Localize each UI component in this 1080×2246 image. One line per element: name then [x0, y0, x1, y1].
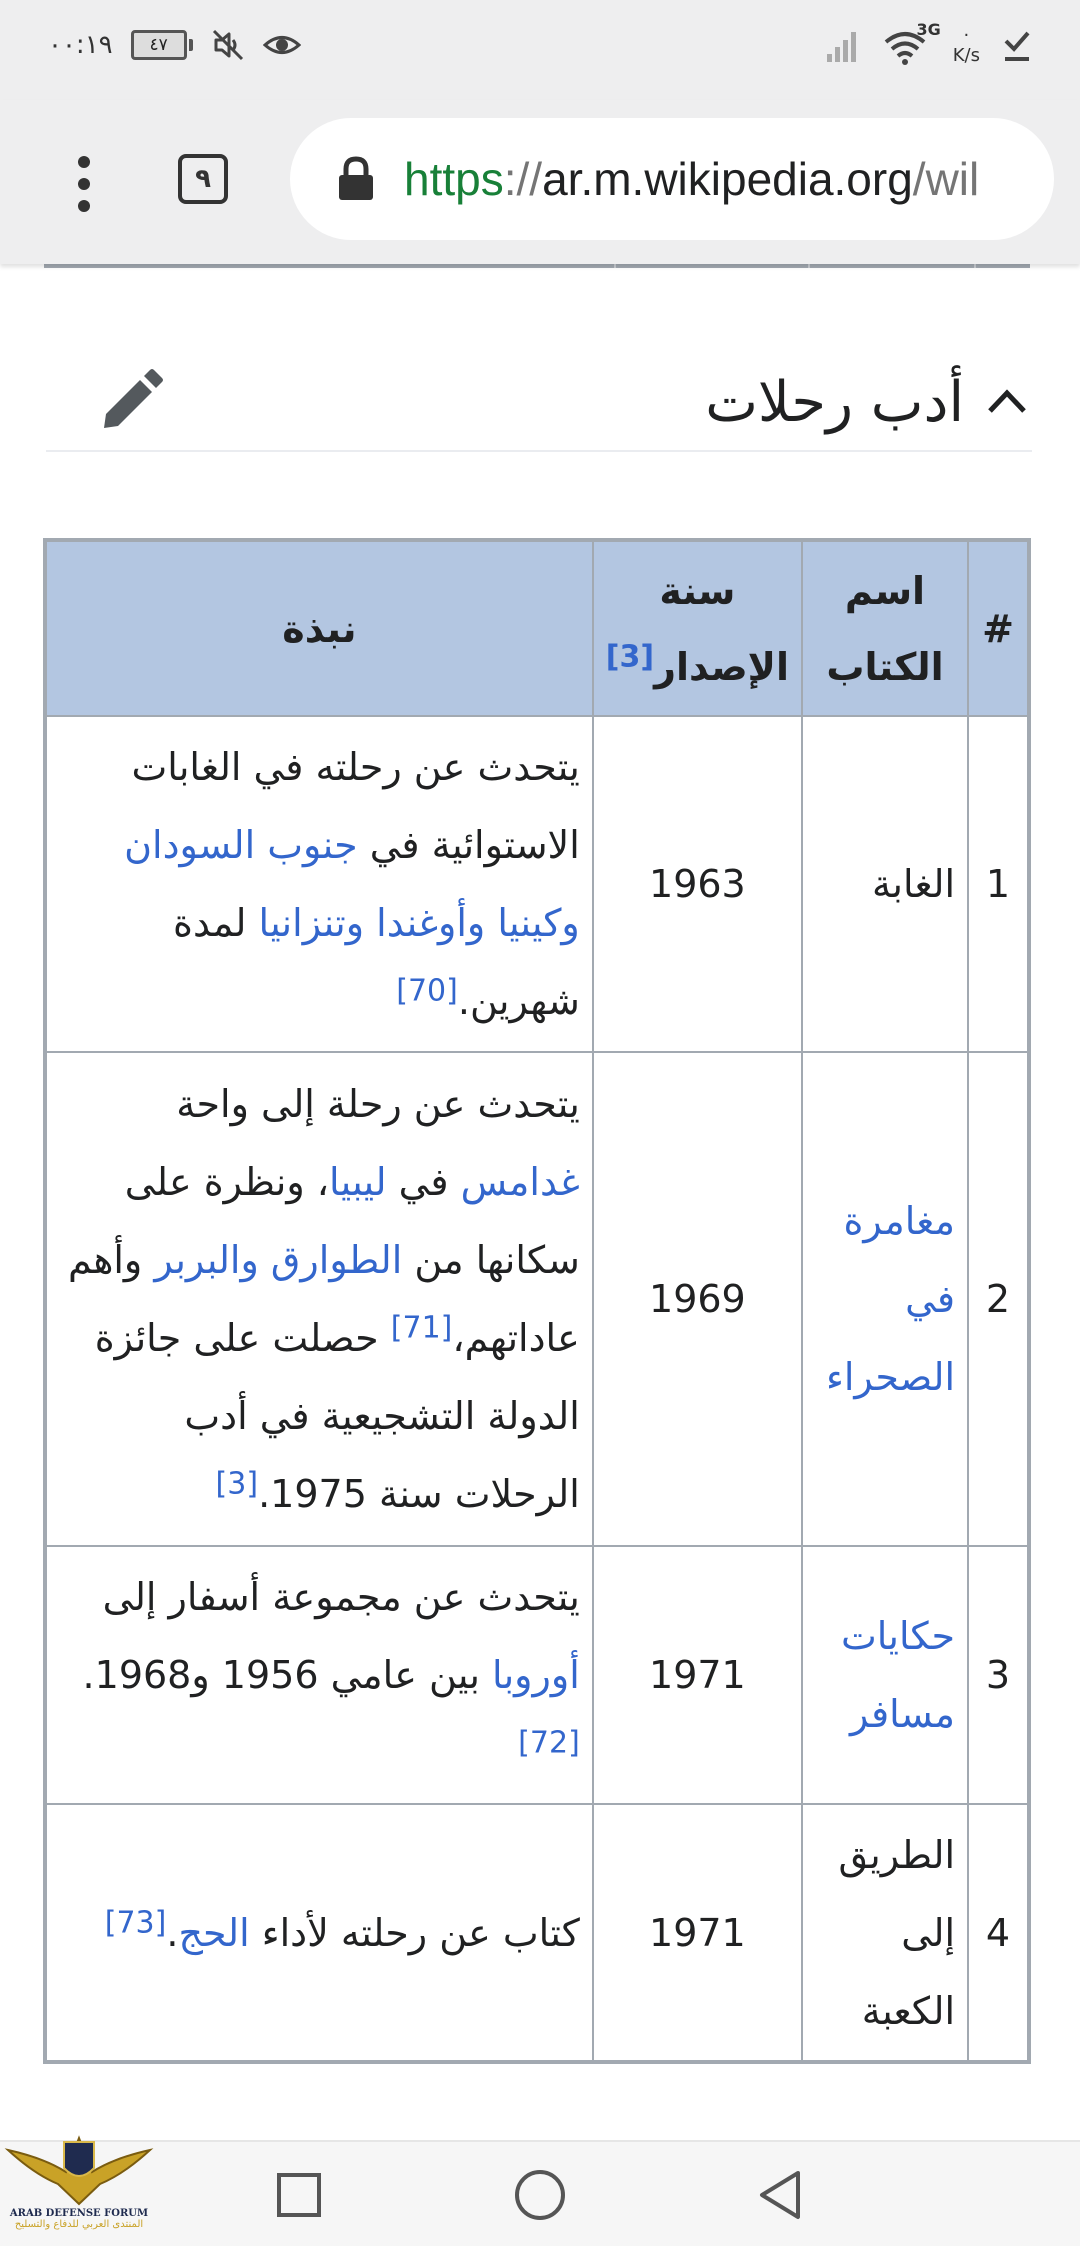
header-release-year: سنة الإصدار[3]	[593, 540, 802, 716]
lock-icon	[336, 156, 376, 202]
previous-table-bottom-edge	[44, 264, 1030, 268]
book-summary: يتحدث عن رحلته في الغابات الاستوائية في جنوب السودان وكينيا وأوغندا وتنزانيا لمدة شهرين.[70]	[45, 716, 593, 1052]
watermark-logo	[4, 2128, 154, 2244]
table-row	[45, 1052, 1029, 1546]
book-summary: كتاب عن رحلته لأداء الحج.[73]	[45, 1804, 593, 2062]
link-book-traveler-tales[interactable]: حكايات مسافر	[841, 1614, 955, 1736]
signal-icon	[825, 28, 861, 64]
link-europe[interactable]: أوروبا	[492, 1653, 580, 1697]
table-row	[45, 716, 1029, 1052]
row-number: 3	[968, 1546, 1029, 1804]
travel-literature-table	[43, 538, 1031, 2064]
release-year: 1969	[593, 1052, 802, 1546]
book-name[interactable]	[802, 1546, 968, 1804]
network-speed: · K/s	[952, 25, 980, 66]
url-text[interactable]	[404, 152, 979, 206]
mute-icon	[211, 28, 245, 62]
watermark-text-ar: المنتدى العربي للدفاع والتسليح	[14, 2219, 144, 2230]
row-number: 4	[968, 1804, 1029, 2062]
row-number: 2	[968, 1052, 1029, 1546]
browser-toolbar	[0, 100, 1080, 264]
header-book-name: اسم الكتاب	[802, 540, 968, 716]
table-row	[45, 1546, 1029, 1804]
book-name: الغابة	[802, 716, 968, 1052]
book-name: الطريق إلى الكعبة	[802, 1804, 968, 2062]
reference-link[interactable]: [73]	[104, 1904, 167, 1940]
square-recents-icon	[274, 2170, 324, 2220]
url-scheme: https	[404, 153, 504, 205]
book-summary: يتحدث عن مجموعة أسفار إلى أوروبا بين عامي 1956 و1968.[72]	[45, 1546, 593, 1804]
eagle-shield-icon	[4, 2128, 154, 2208]
link-tanzania[interactable]: وتنزانيا	[258, 901, 365, 945]
section-title: أدب رحلات	[705, 369, 964, 435]
book-summary: يتحدث عن رحلة إلى واحة غدامس في ليبيا، ونظرة على سكانها من الطوارق والبربر وأهم عاداتهم،[71] حصلت على جائزة الدولة التشجيعية في أدب الرحلات سنة 1975.[3]	[45, 1052, 593, 1546]
link-libya[interactable]: ليبيا	[329, 1160, 387, 1204]
back-button[interactable]	[745, 2160, 815, 2230]
table-header-row	[45, 540, 1029, 716]
tab-switcher-button[interactable]	[178, 154, 228, 204]
page-content	[0, 264, 1080, 2140]
release-year: 1971	[593, 1546, 802, 1804]
link-hajj[interactable]: الحج	[178, 1910, 250, 1955]
tab-count: ٩	[195, 164, 211, 194]
reference-link[interactable]: [70]	[396, 973, 458, 1009]
book-name[interactable]	[802, 1052, 968, 1546]
link-ghadames[interactable]: غدامس	[460, 1160, 580, 1204]
edit-pencil-icon[interactable]	[98, 368, 164, 434]
recents-button[interactable]	[264, 2160, 334, 2230]
link-uganda[interactable]: وأوغندا	[376, 901, 486, 945]
link-berbers[interactable]: والبربر	[154, 1238, 259, 1282]
reference-link[interactable]: [71]	[390, 1310, 453, 1346]
circle-home-icon	[512, 2167, 568, 2223]
link-book-adventure-desert[interactable]: مغامرة في الصحراء	[825, 1199, 955, 1399]
status-time: ٠٠:١٩	[48, 30, 113, 60]
header-number: #	[968, 540, 1029, 716]
menu-dot-icon	[78, 156, 90, 168]
watermark-text-en: ARAB DEFENSE FORUM	[9, 2208, 149, 2219]
battery-level: ٤٧	[131, 30, 187, 60]
url-path: /wil	[912, 153, 980, 205]
header-summary: نبذة	[45, 540, 593, 716]
status-right-group	[825, 20, 1032, 66]
reference-link[interactable]: [72]	[518, 1725, 580, 1761]
reference-link[interactable]: [3]	[605, 638, 655, 674]
menu-dot-icon	[78, 178, 90, 190]
menu-dot-icon	[78, 200, 90, 212]
link-kenya[interactable]: وكينيا	[497, 901, 580, 945]
release-year: 1971	[593, 1804, 802, 2062]
row-number: 1	[968, 716, 1029, 1052]
triangle-back-icon	[752, 2167, 808, 2223]
address-bar[interactable]	[290, 118, 1054, 240]
home-button[interactable]	[505, 2160, 575, 2230]
eye-icon	[263, 28, 301, 62]
url-host: ar.m.wikipedia.org	[542, 153, 913, 205]
browser-menu-button[interactable]	[56, 148, 112, 220]
release-year: 1963	[593, 716, 802, 1052]
network-type: 3G	[916, 20, 941, 39]
url-separator: ://	[503, 153, 543, 205]
table-row	[45, 1804, 1029, 2062]
link-tuareg[interactable]: الطوارق	[270, 1238, 403, 1282]
status-left-group	[48, 28, 301, 62]
chevron-up-icon[interactable]	[982, 377, 1032, 427]
reference-link[interactable]: [3]	[215, 1466, 259, 1502]
system-navigation-bar	[0, 2140, 1080, 2246]
status-bar	[0, 0, 1080, 100]
section-heading[interactable]	[46, 354, 1032, 452]
check-download-icon	[1002, 29, 1032, 63]
speed-unit: K/s	[952, 45, 980, 66]
battery-icon	[131, 30, 193, 60]
link-south-sudan[interactable]: جنوب السودان	[124, 823, 358, 867]
